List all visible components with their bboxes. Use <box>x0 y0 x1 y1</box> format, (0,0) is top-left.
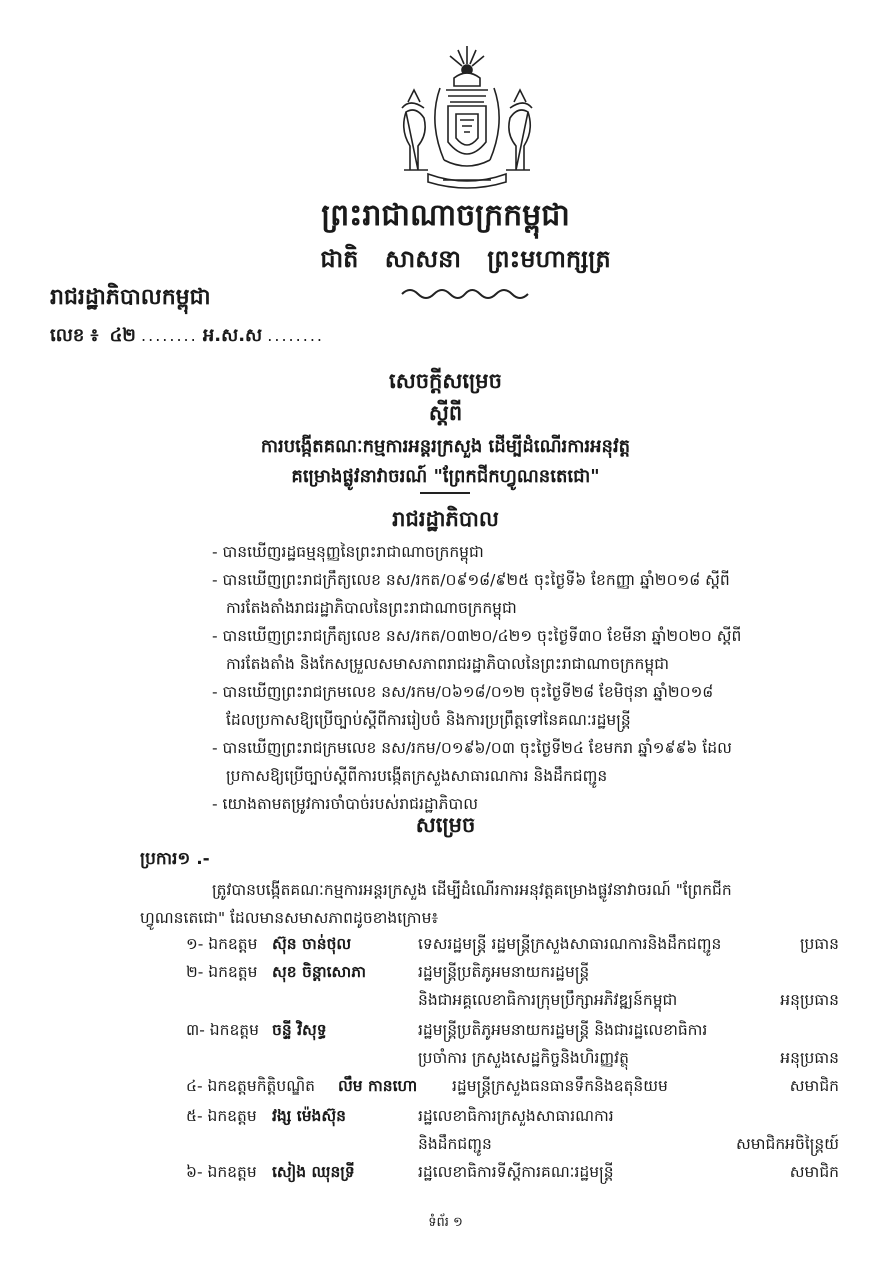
number-label: លេខ ៖ <box>50 325 99 346</box>
member-role: អនុប្រធាន <box>780 1049 839 1067</box>
member-role: សមាជិក <box>789 1163 839 1181</box>
number-value: ៤២ <box>109 325 136 346</box>
member-title: រដ្ឋលេខាធិការទីស្តីការគណៈរដ្ឋមន្ត្រី <box>418 1163 614 1181</box>
preamble-line: ប្រកាសឱ្យប្រើច្បាប់ស្តីពីការបង្កើតក្រសួងសាធារណការ និងដឹកជញ្ជូន <box>226 767 608 785</box>
member-name: សុខ ចិន្តាសោភា <box>272 963 366 981</box>
member-name: លឹម កានហោ <box>338 1077 418 1095</box>
title-underline <box>420 492 470 494</box>
national-motto: ជាតិ សាសនា ព្រះមហាក្សត្រ <box>320 244 611 273</box>
preamble-line: - បានឃើញព្រះរាជក្រឹត្យលេខ នស/រកត/០៣២០/៤២១ ចុះថ្ងៃទី៣០ ខែមីនា ឆ្នាំ២០២០ ស្តីពី <box>212 627 742 645</box>
page-number: ទំព័រ ១ <box>428 1215 463 1230</box>
member-title: ទេសរដ្ឋមន្ត្រី រដ្ឋមន្ត្រីក្រសួងសាធារណការនិងដឹកជញ្ជូន <box>418 935 722 953</box>
member-title-cont: និងជាអគ្គលេខាធិការក្រុមប្រឹក្សាអភិវឌ្ឍន៍កម្ពុជា <box>418 991 678 1009</box>
member-role: សមាជិក <box>789 1077 839 1095</box>
royal-coat-of-arms-emblem <box>388 42 546 192</box>
member-role: អនុប្រធាន <box>780 991 839 1009</box>
decision-heading: សម្រេច <box>415 813 476 837</box>
government-name: រាជរដ្ឋាភិបាលកម្ពុជា <box>50 285 211 310</box>
preamble-line: - បានឃើញព្រះរាជក្រឹត្យលេខ នស/រកត/០៩១៨/៩២៥ ចុះថ្ងៃទី៦ ខែកញ្ញា ឆ្នាំ២០១៨ ស្តីពី <box>212 571 730 589</box>
article-label: ប្រការ១ .- <box>140 849 210 869</box>
member-title-cont: ប្រចាំការ ក្រសួងសេដ្ឋកិច្ចនិងហិរញ្ញវត្ថុ <box>418 1049 629 1067</box>
member-role: ប្រធាន <box>799 935 839 953</box>
preamble-line: - បានឃើញរដ្ឋធម្មនុញ្ញនៃព្រះរាជាណាចក្រកម្ពុជា <box>212 543 484 561</box>
article-text-line1: ត្រូវបានបង្កើតគណៈកម្មការអន្តរក្រសួង ដើម្បីដំណើរការអនុវត្តគម្រោងផ្លូវនាវាចរណ៍ "ព្រែកជីក <box>212 881 732 899</box>
number-dots: ........ <box>141 326 198 345</box>
authority-heading: រាជរដ្ឋាភិបាល <box>392 507 499 531</box>
member-number: ៥- ឯកឧត្តម <box>186 1107 257 1125</box>
preamble-line: - យោងតាមតម្រូវការចាំបាច់របស់រាជរដ្ឋាភិបាល <box>212 795 479 813</box>
decision-subject-line1: ការបង្កើតគណៈកម្មការអន្តរក្រសួង ដើម្បីដំណើរការអនុវត្ត <box>260 436 631 457</box>
member-name: វង្ស ម៉េងស៊ុន <box>272 1107 346 1125</box>
number-dots-trailing: ........ <box>267 326 324 345</box>
document-number <box>50 323 324 350</box>
member-name: ស៊ុន ចាន់ថុល <box>272 935 352 953</box>
preamble-line: ការតែងតាំង និងកែសម្រួលសមាសភាពរាជរដ្ឋាភិបាលនៃព្រះរាជាណាចក្រកម្ពុជា <box>226 655 669 673</box>
member-title: រដ្ឋមន្ត្រីក្រសួងធនធានទឹកនិងឧតុនិយម <box>452 1077 668 1095</box>
kingdom-name: ព្រះរាជាណាចក្រកម្ពុជា <box>321 198 570 233</box>
preamble-line: - បានឃើញព្រះរាជក្រមលេខ នស/រកម/០៦១៨/០១២ ចុះថ្ងៃទី២៨ ខែមិថុនា ឆ្នាំ២០១៨ <box>212 683 714 701</box>
decision-title: សេចក្តីសម្រេច <box>389 369 502 393</box>
member-number: ៣- ឯកឧត្តម <box>186 1021 259 1039</box>
member-title: រដ្ឋលេខាធិការក្រសួងសាធារណការ <box>418 1107 614 1125</box>
member-role: សមាជិកអចិន្ត្រៃយ៍ <box>735 1135 839 1153</box>
member-title-cont: និងដឹកជញ្ជូន <box>418 1135 492 1153</box>
preamble-line: - បានឃើញព្រះរាជក្រមលេខ នស/រកម/០១៩៦/០៣ ចុះថ្ងៃទី២៤ ខែមករា ឆ្នាំ១៩៩៦ ដែល <box>212 739 732 757</box>
member-name: ចន្ទី វិសុទ្ធ <box>272 1021 327 1039</box>
preamble-line: ដែលប្រកាសឱ្យប្រើច្បាប់ស្តីពីការរៀបចំ និងការប្រព្រឹត្តទៅនៃគណៈរដ្ឋមន្ត្រី <box>226 711 631 729</box>
decision-subject-label: ស្តីពី <box>428 401 463 425</box>
member-number: ៤- ឯកឧត្តមកិត្តិបណ្ឌិត <box>186 1077 315 1095</box>
member-number: ២- ឯកឧត្តម <box>186 963 258 981</box>
article-text-line2: ហ្វូណនតេជោ" ដែលមានសមាសភាពដូចខាងក្រោម៖ <box>140 909 439 927</box>
preamble-line: ការតែងតាំងរាជរដ្ឋាភិបាលនៃព្រះរាជាណាចក្រកម្ពុជា <box>226 599 517 617</box>
member-title: រដ្ឋមន្ត្រីប្រតិភូអមនាយករដ្ឋមន្ត្រី <box>418 963 590 981</box>
member-number: ១- ឯកឧត្តម <box>186 935 258 953</box>
member-number: ៦- ឯកឧត្តម <box>186 1163 257 1181</box>
member-title: រដ្ឋមន្ត្រីប្រតិភូអមនាយករដ្ឋមន្ត្រី និងជារដ្ឋលេខាធិការ <box>418 1021 708 1039</box>
number-suffix: អ.ស.ស <box>202 325 263 346</box>
decision-subject-line2: គម្រោងផ្លូវនាវាចរណ៍ "ព្រែកជីកហ្វូណនតេជោ" <box>291 466 600 487</box>
member-name: សៀង ឈុនទ្រី <box>272 1163 355 1181</box>
ornament-divider <box>400 284 530 304</box>
